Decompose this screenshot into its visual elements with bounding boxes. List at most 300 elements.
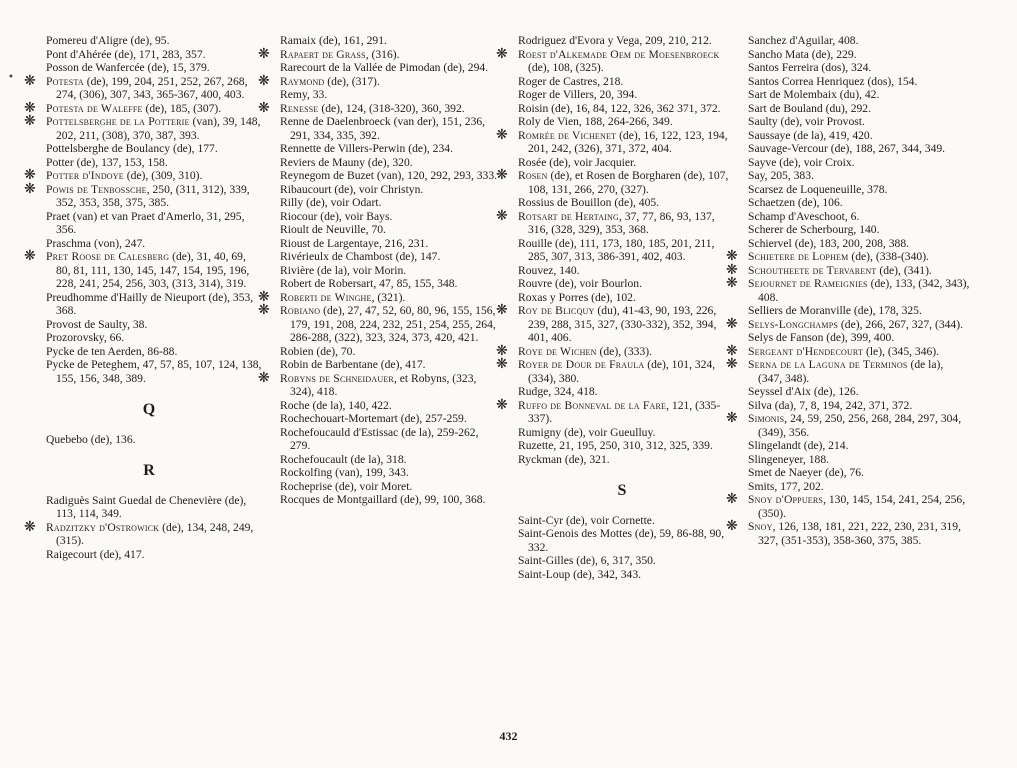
- index-entry: [726, 262, 970, 278]
- entry-name: Romrée de Vichenet: [518, 128, 617, 142]
- asterisk-icon: ❋: [258, 46, 270, 62]
- index-entry: [508, 439, 736, 453]
- index-entry: [508, 527, 736, 554]
- entry-name: Robyns de Schneidauer: [280, 371, 394, 385]
- asterisk-icon: ❋: [24, 73, 36, 89]
- entry-name: Reviers de Mauny: [280, 155, 366, 169]
- entry-references: (de), 266, 267, 327, (344).: [838, 317, 963, 331]
- entry-name: Saulty: [748, 115, 778, 128]
- entry-name: Sancho Mata: [748, 47, 809, 61]
- entry-name: Raymond: [280, 74, 325, 88]
- asterisk-icon: ❋: [726, 492, 738, 507]
- index-entry: [258, 46, 500, 62]
- entry-references: (de), 171, 283, 357.: [111, 47, 206, 61]
- entry-name: Slingeneyer: [748, 452, 803, 466]
- entry-name: Say: [748, 169, 765, 182]
- entry-name: Pont d'Ahérée: [46, 47, 112, 61]
- entry-references: (de), voir Gueulluy.: [561, 425, 656, 439]
- asterisk-icon: ❋: [726, 262, 738, 278]
- entry-references: (de la), 419, 420.: [790, 128, 873, 142]
- index-entry: [270, 183, 500, 197]
- entry-name: Santos Ferreira: [748, 61, 819, 74]
- index-entry: [24, 73, 262, 102]
- entry-name: Smet de Naeyer: [748, 466, 823, 479]
- entry-references: (van) et van Praet d'Amerlo, 31, 295, 356.: [56, 209, 245, 236]
- entry-references: , 21, 195, 250, 310, 312, 325, 339.: [553, 439, 713, 452]
- asterisk-icon: ❋: [726, 276, 738, 291]
- index-entry: [36, 237, 262, 251]
- index-entry: [36, 331, 262, 345]
- index-entry: [496, 343, 736, 359]
- entry-name: Rotsart de Hertaing: [518, 209, 619, 223]
- index-column-4: [726, 34, 970, 547]
- entry-name: Roberti de Winghe: [280, 290, 372, 304]
- entry-name: Robien: [280, 344, 314, 358]
- index-column-3: [496, 34, 736, 581]
- entry-references: , 130, 145, 154, 241, 254, 256, (350).: [758, 493, 966, 520]
- index-entry: [738, 115, 970, 129]
- entry-references: (de), 257-259.: [397, 412, 467, 425]
- index-entry: [508, 514, 736, 528]
- entry-references: (de), 183, 200, 208, 388.: [791, 236, 910, 250]
- entry-references: , 6.: [844, 209, 860, 223]
- entry-name: Pomereu d'Aligre: [46, 34, 128, 47]
- entry-name: Scarsez de Loqueneuille: [748, 182, 862, 196]
- entry-references: , 188.: [802, 452, 830, 466]
- entry-references: (de), 342, 343.: [570, 567, 642, 581]
- index-entry: [508, 34, 736, 48]
- entry-name: Royer de Dour de Fraula: [518, 358, 645, 371]
- entry-references: , 38.: [127, 317, 148, 331]
- index-entry: [508, 277, 736, 291]
- entry-references: , 140.: [853, 223, 880, 236]
- entry-references: (von), 247.: [91, 236, 146, 250]
- entry-references: (de), 31, 40, 69, 80, 81, 111, 130, 145, 147, 154, 195, 196, 228, 241, 254, 256, 303, (313, 314), 319.: [56, 250, 250, 290]
- index-entry: [496, 357, 736, 385]
- asterisk-icon: ❋: [496, 343, 508, 359]
- entry-name: Potesta: [46, 74, 84, 88]
- index-entry: [738, 129, 970, 143]
- index-entry: [270, 237, 500, 251]
- entry-name: Roger de Castres: [518, 74, 598, 88]
- index-entry: [270, 345, 500, 359]
- index-entry: [36, 345, 262, 359]
- index-entry: [496, 168, 736, 196]
- entry-references: (de), voir Bourlon.: [552, 277, 642, 290]
- entry-name: Sanchez d'Aguilar: [748, 34, 833, 47]
- entry-references: (van), 39, 148, 202, 211, (308), 370, 387, 393.: [56, 115, 261, 142]
- index-entry: [258, 100, 500, 116]
- index-entry: [258, 303, 500, 345]
- index-entry: [270, 264, 500, 278]
- entry-references: , 37, 77, 86, 93, 137, 316, (328, 329), 353, 368.: [528, 209, 715, 236]
- index-entry: [270, 169, 500, 183]
- entry-references: (de la), 140, 422.: [309, 398, 392, 412]
- entry-references: , 188, 264-266, 349.: [578, 115, 673, 128]
- asterisk-icon: ❋: [726, 316, 738, 332]
- entry-name: Sergeant d'Hendecourt: [748, 344, 864, 358]
- entry-name: Schietere de Lophem: [748, 250, 849, 263]
- index-entry: [24, 181, 262, 210]
- index-entry: [24, 249, 262, 291]
- entry-name: Ruzette: [518, 439, 554, 452]
- entry-references: (van), 199, 343.: [332, 466, 409, 479]
- index-entry: [508, 291, 736, 305]
- entry-name: Preudhomme d'Hailly de Nieuport: [46, 290, 206, 304]
- index-entry: [508, 102, 736, 116]
- index-entry: [738, 331, 970, 345]
- index-entry: [508, 196, 736, 210]
- entry-name: Robert de Robersart: [280, 277, 374, 290]
- index-entry: [36, 156, 262, 170]
- entry-name: Roye de Wichen: [518, 344, 597, 358]
- index-entry: [270, 358, 500, 372]
- index-entry: [738, 34, 970, 48]
- asterisk-icon: ❋: [726, 343, 738, 359]
- entry-references: (de), 101, 324, (334), 380.: [528, 358, 716, 385]
- entry-name: Praet: [46, 209, 70, 223]
- entry-references: (de), 353, 368.: [56, 290, 254, 317]
- index-entry: [270, 250, 500, 264]
- entry-references: , 378.: [861, 182, 888, 196]
- index-entry: [36, 548, 262, 562]
- entry-references: (de), 229.: [808, 47, 857, 61]
- entry-references: (de), 137, 153, 158.: [73, 155, 168, 169]
- entry-references: (de), 320.: [365, 155, 413, 169]
- entry-name: Pycke de ten Aerden: [46, 344, 142, 358]
- entry-references: (de), 113, 114, 349.: [56, 493, 247, 520]
- entry-name: Scherer de Scherbourg: [748, 223, 854, 236]
- entry-references: (van), 120, 292, 293, 333.: [374, 169, 498, 182]
- entry-references: (de), 405.: [611, 196, 660, 209]
- index-entry: [270, 453, 500, 467]
- entry-references: (de), 126.: [810, 385, 859, 398]
- entry-name: Roche: [280, 398, 310, 412]
- entry-references: (de), et Rosen de Borgharen (de), 107, 108, 131, 266, 270, (327).: [528, 169, 729, 196]
- index-entry: [24, 168, 262, 183]
- entry-name: Ryckman: [518, 452, 562, 466]
- section-letter-q: Q: [142, 401, 156, 418]
- entry-name: Smits: [748, 479, 775, 493]
- index-entry: [726, 411, 970, 439]
- entry-references: (de), 16, 122, 123, 194, 201, 242, (326), 371, 372, 404.: [528, 128, 728, 155]
- entry-references: (de), 95.: [127, 34, 170, 47]
- entry-name: Rioult de Neuville: [280, 223, 366, 236]
- entry-references: (dos), 154.: [864, 74, 918, 88]
- entry-references: (de), voir Bays.: [317, 209, 393, 223]
- entry-name: Robin de Barbentane: [280, 358, 378, 371]
- entry-references: (de), voir Christyn.: [331, 182, 424, 196]
- entry-references: , 86-88.: [141, 344, 178, 358]
- entry-name: Sart de Molembaix: [748, 88, 837, 101]
- index-entry: [36, 358, 262, 385]
- index-entry: [738, 169, 970, 183]
- entry-name: Saussaye: [748, 128, 791, 142]
- index-entry: [508, 426, 736, 440]
- entry-name: Rouvez: [518, 263, 554, 277]
- asterisk-icon: ❋: [496, 357, 508, 372]
- entry-name: Riocour: [280, 209, 318, 223]
- index-entry: [36, 61, 262, 75]
- index-entry: [726, 492, 970, 520]
- entry-name: Saint-Genois des Mottes: [518, 527, 632, 540]
- entry-name: Pret Roose de Calesberg: [46, 250, 170, 263]
- asterisk-icon: ❋: [258, 100, 270, 116]
- entry-name: Rochefoucault: [280, 452, 348, 466]
- stray-mark: •: [8, 72, 14, 83]
- entry-references: (de), 234.: [405, 142, 453, 155]
- index-entry: [496, 46, 736, 75]
- index-entry: [270, 412, 500, 426]
- index-entry: [36, 210, 262, 237]
- entry-references: (de), 199, 204, 251, 252, 267, 268, 274, (306), 307, 343, 365-367, 400, 403.: [56, 74, 248, 101]
- entry-name: Prozorovsky: [46, 331, 104, 344]
- entry-name: Rouvre: [518, 277, 553, 290]
- entry-name: Schaetzen: [748, 196, 795, 209]
- entry-references: (de), 6, 317, 350.: [573, 554, 656, 567]
- entry-name: Slingelandt: [748, 439, 801, 452]
- asterisk-icon: ❋: [496, 46, 508, 62]
- entry-references: (de), 27, 47, 52, 60, 80, 96, 155, 156, 179, 191, 208, 224, 232, 251, 254, 255, 264, 286-288, (322), 323, 324, 373, 420, 421.: [290, 304, 496, 344]
- entry-name: Selys de Fanson: [748, 331, 824, 344]
- asterisk-icon: ❋: [258, 73, 270, 89]
- entry-name: Robiano: [280, 304, 321, 317]
- entry-references: (de), 147.: [392, 250, 441, 263]
- index-entry: [738, 399, 970, 413]
- entry-references: (de), (341).: [876, 263, 932, 277]
- entry-references: (de), 99, 100, 368.: [397, 493, 486, 506]
- entry-name: Radzitzky d'Ostrowick: [46, 520, 160, 534]
- page-number: 432: [499, 729, 518, 743]
- entry-references: (de), 124, (318-320), 360, 392.: [318, 101, 465, 115]
- entry-name: Rivérieulx de Chambost: [280, 250, 393, 263]
- index-entry: [270, 88, 500, 102]
- index-entry: [738, 453, 970, 467]
- index-entry: [726, 343, 970, 359]
- index-entry: [36, 494, 262, 521]
- index-entry: [738, 210, 970, 224]
- entry-references: (van der), 151, 236, 291, 334, 335, 392.: [290, 115, 486, 142]
- entry-name: Renne de Daelenbroeck: [280, 115, 391, 128]
- entry-name: Sart de Bouland: [748, 101, 823, 115]
- entry-name: Sauvage-Vercour: [748, 142, 828, 155]
- index-entry: [508, 237, 736, 264]
- index-entry: [24, 519, 262, 548]
- index-entry: [496, 127, 736, 156]
- entry-name: Rilly: [280, 196, 304, 209]
- entry-references: (de), 16, 84, 122, 326, 362 371, 372.: [548, 101, 721, 115]
- entry-references: , et Robyns, (323, 324), 418.: [290, 371, 477, 398]
- asterisk-icon: ❋: [24, 168, 36, 183]
- entry-references: (de), 399, 400.: [823, 331, 895, 344]
- entry-name: Rochechouart-Mortemart: [280, 412, 398, 425]
- asterisk-icon: ❋: [258, 303, 270, 318]
- asterisk-icon: ❋: [726, 249, 738, 264]
- entry-name: Ramaix: [280, 34, 317, 47]
- entry-references: (de), 417.: [377, 358, 426, 371]
- entry-references: (de), 15, 379.: [144, 61, 210, 74]
- asterisk-icon: ❋: [258, 370, 270, 386]
- index-entry: [24, 100, 262, 116]
- entry-references: (de la), 318.: [347, 452, 407, 466]
- asterisk-icon: ❋: [258, 289, 270, 305]
- entry-references: , 47, 57, 85, 107, 124, 138, 155, 156, 348, 389.: [56, 358, 262, 385]
- entry-name: Rochefoucauld d'Estissac: [280, 425, 399, 439]
- entry-references: , 177, 202.: [774, 479, 824, 493]
- index-entry: [726, 249, 970, 264]
- index-entry: [496, 397, 736, 426]
- entry-name: Ruffo de Bonneval de la Fare: [518, 398, 667, 412]
- entry-name: Rosée: [518, 155, 547, 169]
- index-entry: [738, 385, 970, 399]
- entry-name: Snoy d'Oppuers: [748, 493, 824, 506]
- index-entry: [738, 88, 970, 102]
- index-entry: [258, 73, 500, 89]
- index-column-2: [258, 34, 500, 507]
- entry-name: Seyssel d'Aix: [748, 385, 811, 398]
- entry-references: (de), 133, (342, 343), 408.: [758, 277, 970, 304]
- entry-references: , 70.: [365, 223, 386, 236]
- entry-references: , 250, (311, 312), 339, 352, 353, 358, 375, 385.: [56, 182, 250, 209]
- entry-name: Pycke de Peteghem: [46, 358, 137, 371]
- entry-name: Rouille: [518, 236, 553, 250]
- index-entry: [270, 61, 500, 75]
- entry-references: , 66.: [103, 331, 125, 344]
- entry-name: Powis de Tenbossche: [46, 182, 147, 196]
- index-entry: [36, 34, 262, 48]
- index-entry: [36, 318, 262, 332]
- index-entry: [270, 156, 500, 170]
- asterisk-icon: ❋: [24, 100, 36, 116]
- index-entry: [726, 357, 970, 385]
- entry-name: Roger de Villers: [518, 88, 594, 101]
- entry-references: (de), 177.: [170, 142, 218, 155]
- entry-name: Rennette de Villers-Perwin: [280, 142, 406, 155]
- index-entry: [36, 433, 262, 447]
- index-entry: [738, 304, 970, 318]
- entry-references: (de), (333).: [596, 344, 652, 358]
- entry-references: (de), 185, (307).: [142, 101, 222, 115]
- asterisk-icon: ❋: [726, 519, 738, 534]
- index-entry: [508, 453, 736, 467]
- entry-references: (da), 7, 8, 194, 242, 371, 372.: [771, 398, 913, 412]
- entry-references: (du), 41-43, 90, 193, 226, 239, 288, 315, 327, (330-332), 352, 394, 401, 406.: [528, 304, 717, 344]
- entry-references: , 24, 59, 250, 256, 268, 284, 297, 304, (349), 356.: [758, 412, 962, 439]
- entry-references: , 218.: [597, 74, 624, 88]
- entry-references: , (321).: [371, 290, 406, 304]
- entry-name: Rarecourt de la Vallée de Pimodan: [280, 61, 441, 74]
- asterisk-icon: ❋: [24, 249, 36, 264]
- index-entry: [270, 277, 500, 291]
- entry-name: Quebebo: [46, 432, 88, 446]
- entry-references: (de), 214.: [800, 439, 849, 452]
- entry-references: (de), 188, 267, 344, 349.: [827, 142, 946, 155]
- entry-name: Roy de Blicquy: [518, 304, 595, 317]
- index-entry: [738, 61, 970, 75]
- entry-references: , 408.: [832, 34, 859, 47]
- entry-name: Rudge: [518, 385, 549, 398]
- asterisk-icon: ❋: [726, 411, 738, 426]
- index-entry: [258, 289, 500, 305]
- asterisk-icon: ❋: [496, 397, 508, 413]
- entry-references: (de), 102.: [588, 290, 636, 304]
- entry-references: (de), voir Provost.: [777, 115, 865, 128]
- entry-name: Roxas y Porres: [518, 290, 589, 304]
- index-entry: [738, 183, 970, 197]
- section-letter-s: S: [617, 482, 627, 499]
- index-entry: [496, 208, 736, 237]
- entry-name: Rodriguez d'Evora y Vega: [518, 34, 640, 47]
- entry-references: , 47, 85, 155, 348.: [373, 277, 458, 290]
- asterisk-icon: ❋: [496, 303, 508, 318]
- index-entry: [258, 370, 500, 399]
- index-entry: [508, 264, 736, 278]
- entry-name: Schamp d'Aveschoot: [748, 209, 845, 223]
- index-entry: [36, 142, 262, 156]
- entry-references: , 216, 231.: [378, 236, 429, 250]
- entry-name: Roisin: [518, 101, 549, 115]
- entry-references: (de la), 259-262, 279.: [290, 425, 479, 452]
- index-entry: [738, 466, 970, 480]
- entry-name: Pottelsberghe de la Potterie: [46, 115, 190, 128]
- entry-name: Potter d'Indoye: [46, 169, 124, 182]
- asterisk-icon: ❋: [496, 127, 508, 143]
- index-entry: [726, 316, 970, 332]
- entry-name: Pottelsberghe de Boulancy: [46, 142, 171, 155]
- entry-references: (de), 70.: [313, 344, 356, 358]
- entry-name: Radiguès Saint Guedal de Chenevière: [46, 493, 222, 507]
- entry-name: Roest d'Alkemade Oem de Moesenbroeck: [518, 47, 720, 61]
- entry-name: Saint-Cyr: [518, 513, 564, 527]
- index-entry: [508, 385, 736, 399]
- entry-references: (de), 134, 248, 249, (315).: [56, 520, 254, 547]
- index-entry: [738, 75, 970, 89]
- entry-name: Selys-Longchamps: [748, 317, 839, 331]
- index-entry: [508, 75, 736, 89]
- entry-references: (de), voir Moret.: [332, 479, 413, 493]
- index-entry: [36, 48, 262, 62]
- entry-name: Snoy: [748, 520, 773, 533]
- index-entry: [738, 196, 970, 210]
- index-entry: [726, 276, 970, 304]
- entry-references: (de), 106.: [795, 196, 843, 209]
- index-entry: [270, 196, 500, 210]
- entry-references: , 126, 138, 181, 221, 222, 230, 231, 319, 327, (351-353), 358-360, 375, 385.: [758, 520, 961, 547]
- entry-references: (de), (309, 310).: [123, 169, 203, 182]
- entry-name: Silva: [748, 398, 772, 412]
- entry-references: (de), voir Odart.: [303, 196, 382, 209]
- entry-name: Remy: [280, 88, 307, 101]
- entry-references: (dos), 324.: [818, 61, 872, 74]
- entry-name: Praschma: [46, 236, 92, 250]
- index-entry: [508, 568, 736, 582]
- entry-name: Rioust de Largentaye: [280, 236, 379, 250]
- entry-name: Schoutheete de Tervarent: [748, 263, 877, 277]
- entry-name: Rocques de Montgaillard: [280, 493, 398, 506]
- entry-references: (de), (317).: [324, 74, 380, 88]
- entry-references: , 121, (335-337).: [528, 398, 721, 425]
- index-entry: [738, 142, 970, 156]
- entry-name: Rocheprise: [280, 479, 333, 493]
- entry-name: Rossius de Bouillon: [518, 196, 612, 209]
- entry-references: (du), 292.: [822, 101, 872, 115]
- index-entry: [270, 493, 500, 507]
- entry-references: (de la), (347, 348).: [758, 358, 944, 385]
- entry-references: (de), 76.: [822, 466, 864, 479]
- entry-name: Ribaucourt: [280, 182, 332, 196]
- entry-name: Rivière: [280, 263, 315, 277]
- entry-references: (de), 108, (325).: [528, 61, 604, 74]
